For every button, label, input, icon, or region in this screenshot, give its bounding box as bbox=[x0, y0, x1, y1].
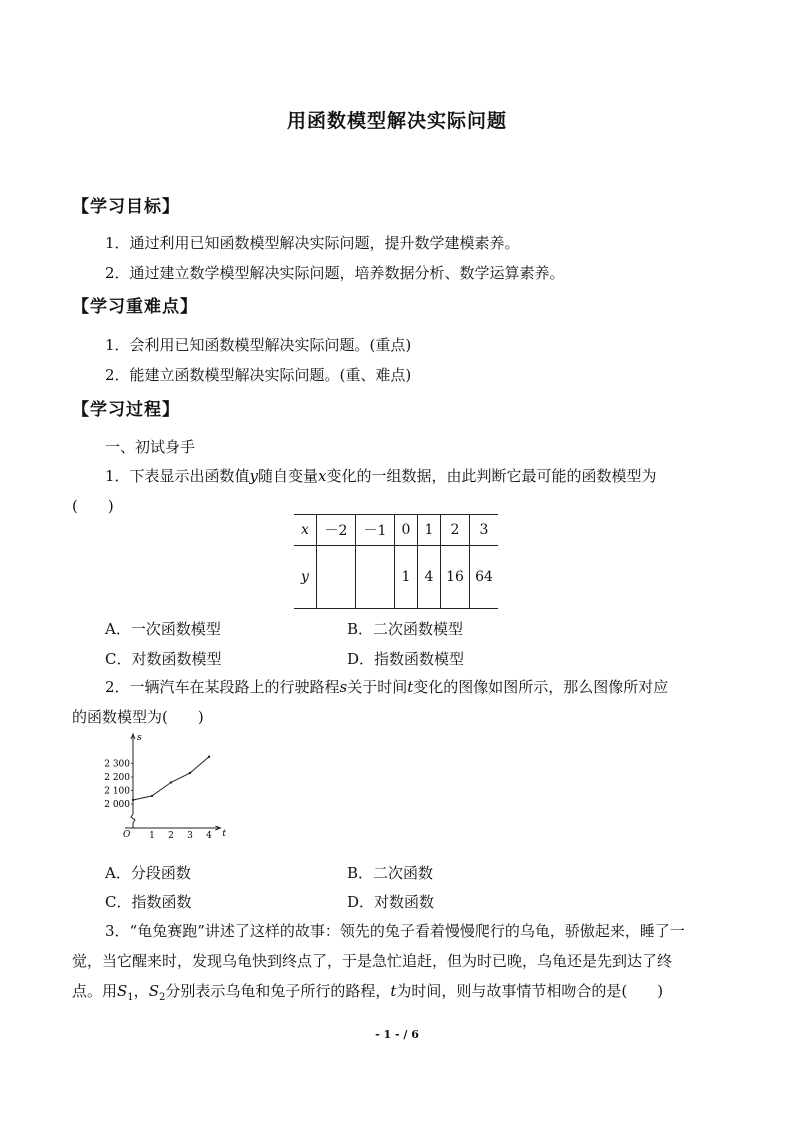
data-point bbox=[170, 781, 172, 783]
q1-stem: 1．下表显示出函数值y随自变量x变化的一组数据，由此判断它最可能的函数模型为 bbox=[105, 467, 657, 485]
q2-option-a: A．分段函数 bbox=[105, 864, 191, 882]
q2-option-d: D．对数函数 bbox=[347, 893, 435, 911]
x-tick-label: 3 bbox=[187, 831, 193, 840]
q1-option-b: B．二次函数模型 bbox=[347, 620, 464, 638]
series-line bbox=[133, 757, 209, 800]
q2-stem-line1: 2．一辆汽车在某段路上的行驶路程s关于时间t变化的图像如图所示，那么图像所对应 bbox=[105, 678, 669, 696]
table-cell: －2 bbox=[317, 515, 356, 546]
x-tick-label: 2 bbox=[168, 831, 174, 840]
table-cell bbox=[317, 546, 356, 609]
q1-option-c: C．对数函数模型 bbox=[105, 650, 222, 668]
q3-line1: 3．“龟兔赛跑”讲述了这样的故事：领先的兔子看着慢慢爬行的乌龟，骄傲起来，睡了一 bbox=[105, 922, 685, 940]
data-point bbox=[151, 795, 153, 797]
q2-distance-time-graph bbox=[98, 730, 228, 840]
q2-stem-line2: 的函数模型为( ) bbox=[72, 708, 204, 726]
table-header-y: y bbox=[294, 546, 317, 609]
goal-1: 1．通过利用已知函数模型解决实际问题，提升数学建模素养。 bbox=[105, 234, 520, 252]
table-cell: 3 bbox=[470, 515, 499, 546]
part1-heading: 一、初试身手 bbox=[105, 438, 196, 456]
table-cell: 16 bbox=[441, 546, 470, 609]
data-point bbox=[189, 772, 191, 774]
y-axis bbox=[131, 736, 135, 828]
y-tick-label: 2 100 bbox=[104, 786, 130, 797]
table-cell: 0 bbox=[395, 515, 418, 546]
q1-data-table bbox=[294, 514, 498, 609]
table-cell: 1 bbox=[395, 546, 418, 609]
table-header-x: x bbox=[294, 515, 317, 546]
data-point bbox=[208, 756, 210, 758]
y-tick-label: 2 300 bbox=[104, 759, 130, 770]
q3-line3: 点。用$S_1$，$S_2$分别表示乌龟和兔子所行的路程，t为时间，则与故事情节相吻合的是( ) bbox=[72, 982, 664, 1003]
keypoint-1: 1．会利用已知函数模型解决实际问题。(重点) bbox=[105, 336, 412, 354]
y-axis-label: s bbox=[137, 733, 142, 743]
section-process: 【学习过程】 bbox=[72, 400, 180, 420]
table-row-x bbox=[294, 515, 498, 546]
q1-blank: ( ) bbox=[72, 497, 114, 515]
q2-option-c: C．指数函数 bbox=[105, 893, 192, 911]
q1-option-a: A．一次函数模型 bbox=[105, 620, 221, 638]
table-cell: 4 bbox=[418, 546, 441, 609]
data-point bbox=[132, 799, 134, 801]
page-footer: - 1 - / 6 bbox=[375, 1028, 419, 1041]
y-tick-label: 2 000 bbox=[104, 800, 130, 810]
x-axis-label: t bbox=[222, 829, 227, 839]
table-row-y bbox=[294, 546, 498, 609]
table-cell: －1 bbox=[356, 515, 395, 546]
table-cell: 1 bbox=[418, 515, 441, 546]
table-cell bbox=[356, 546, 395, 609]
table-cell: 2 bbox=[441, 515, 470, 546]
q3-line2: 觉，当它醒来时，发现乌龟快到终点了，于是急忙追赶，但为时已晚，乌龟还是先到达了终 bbox=[72, 952, 673, 970]
section-goals: 【学习目标】 bbox=[72, 197, 180, 217]
q2-option-b: B．二次函数 bbox=[347, 864, 434, 882]
section-keypoints: 【学习重难点】 bbox=[72, 297, 198, 317]
x-tick-label: 4 bbox=[206, 831, 212, 840]
origin-label: O bbox=[123, 830, 131, 840]
x-tick-label: 1 bbox=[149, 831, 155, 840]
q1-option-d: D．指数函数模型 bbox=[347, 650, 465, 668]
table-cell: 64 bbox=[470, 546, 499, 609]
keypoint-2: 2．能建立函数模型解决实际问题。(重、难点) bbox=[105, 366, 412, 384]
goal-2: 2．通过建立数学模型解决实际问题，培养数据分析、数学运算素养。 bbox=[105, 264, 565, 282]
y-tick-label: 2 200 bbox=[104, 773, 130, 783]
page-title: 用函数模型解决实际问题 bbox=[286, 110, 507, 132]
